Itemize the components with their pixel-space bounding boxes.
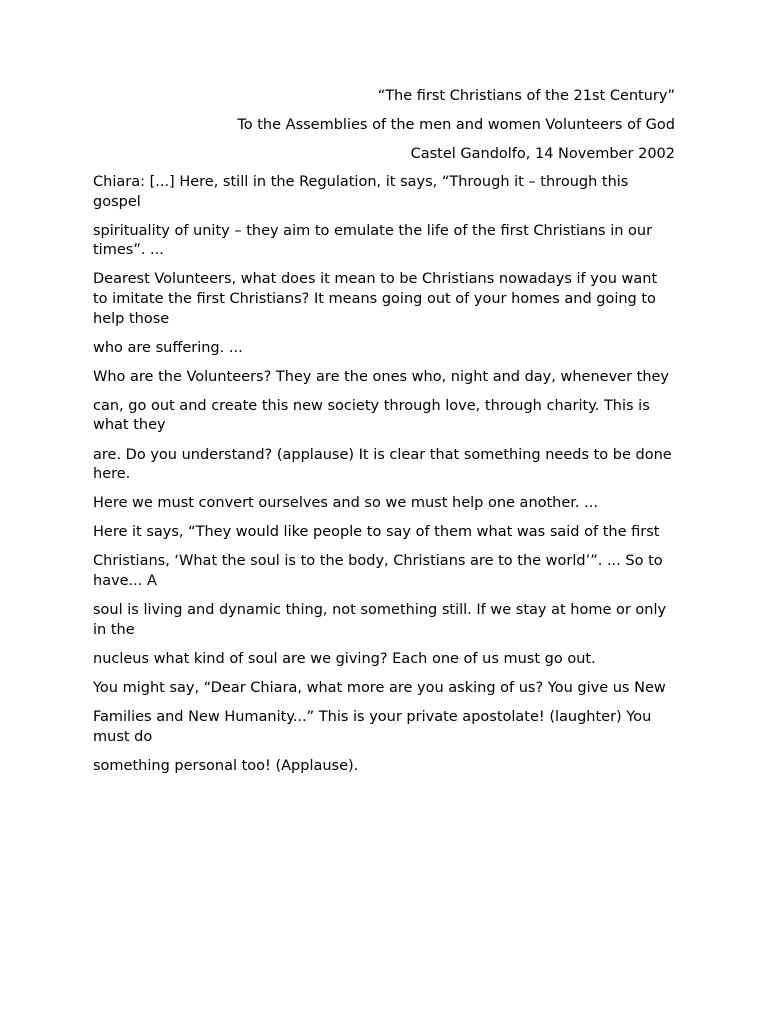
paragraph: spirituality of unity – they aim to emulate the life of the first Christians in our times”. ...: [93, 222, 653, 259]
paragraph: Who are the Volunteers? They are the ones who, night and day, whenever they: [93, 368, 670, 385]
paragraph: Families and New Humanity...” This is your private apostolate! (laughter) You must do: [93, 708, 652, 745]
paragraph: nucleus what kind of soul are we giving? Each one of us must go out.: [93, 650, 596, 667]
paragraph: something personal too! (Applause).: [93, 757, 359, 774]
paragraph: are. Do you understand? (applause) It is clear that something needs to be done here.: [93, 446, 672, 483]
paragraph: can, go out and create this new society through love, through charity. This is what they: [93, 397, 650, 434]
paragraph: Chiara: [...] Here, still in the Regulation, it says, “Through it – through this gospel: [93, 174, 629, 210]
paragraph: You might say, “Dear Chiara, what more are you asking of us? You give us New: [93, 679, 666, 696]
document-audience: To the Assemblies of the men and women Volunteers of God: [237, 117, 675, 133]
paragraph: Christians, ‘What the soul is to the body, Christians are to the world’”. ... So to have... A: [93, 553, 663, 589]
paragraph: Here we must convert ourselves and so we must help one another. ...: [93, 495, 598, 512]
paragraph: soul is living and dynamic thing, not something still. If we stay at home or only in the: [93, 602, 667, 638]
paragraph: Dearest Volunteers, what does it mean to be Christians nowadays if you want to imitate the first Christians? It means going out of your homes and going to help those: [93, 271, 658, 327]
document-title: “The first Christians of the 21st Century”: [377, 88, 675, 104]
paragraph: Here it says, “They would like people to say of them what was said of the first: [93, 524, 660, 541]
paragraph: who are suffering. ...: [93, 339, 243, 356]
document-place-date: Castel Gandolfo, 14 November 2002: [410, 146, 675, 162]
